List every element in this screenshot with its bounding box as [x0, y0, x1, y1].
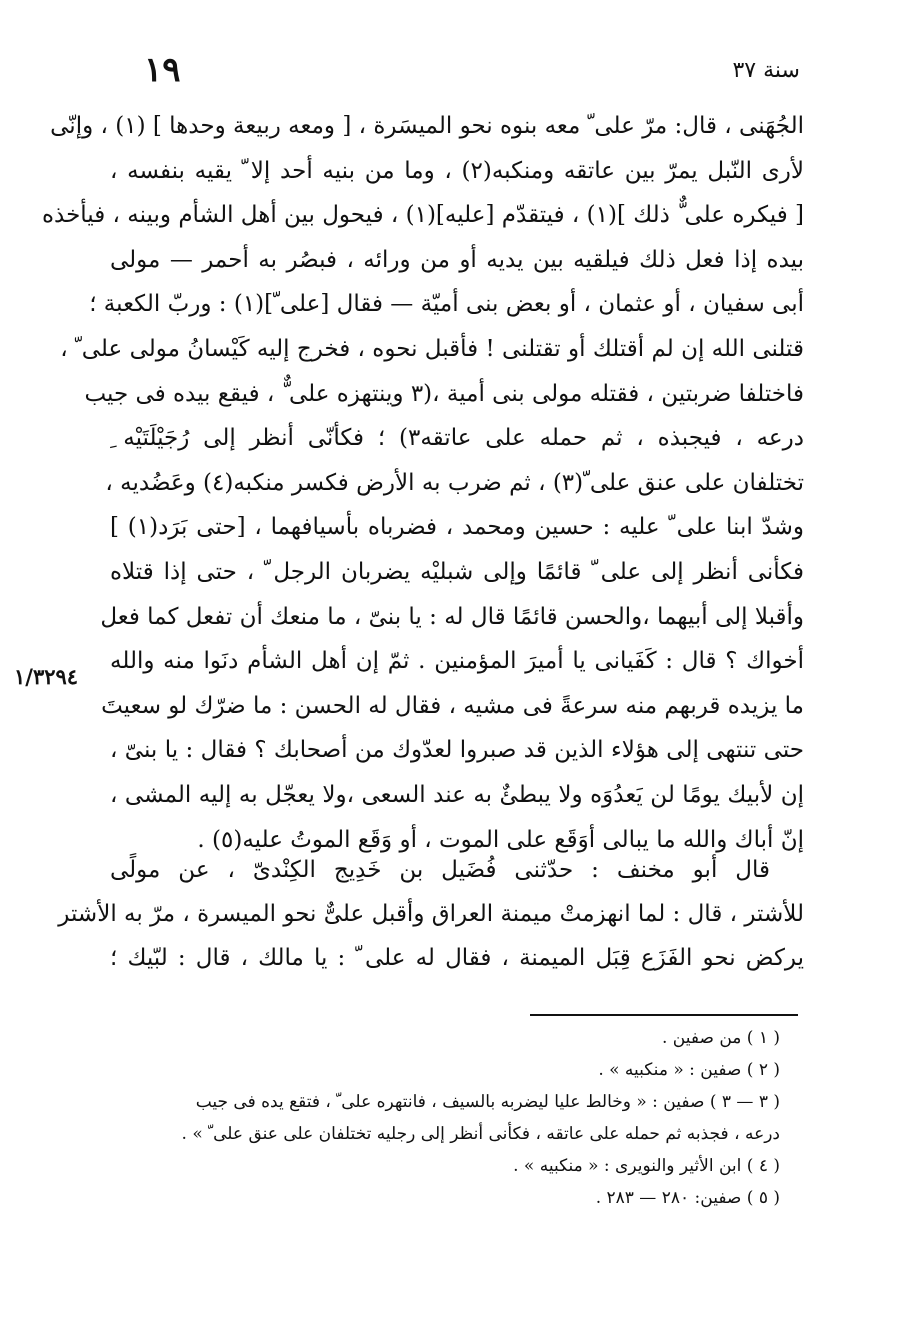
footnote-divider — [530, 1014, 798, 1016]
footnote: ( ١ ) من صفين . — [662, 1028, 780, 1048]
text-line: قال أبو مخنف : حدّثنى فُضَيل بن خَدِيج الكِنْدىّ ، عن مولًى — [110, 857, 770, 883]
text-line: فكأنى أنظر إلى على ّ قائمًا وإلى شبليْه يضربان الرجل ّ ، حتى إذا قتلاه — [110, 558, 804, 585]
text-line: إن لأبيك يومًا لن يَعدُوَه ولا يبطئٌ به عند السعى ،ولا يعجّل به إليه المشى ، — [110, 781, 804, 808]
footnote: ( ٣ — ٣ ) صفين : « وخالط عليا ليضربه بالسيف ، فانتهره على ّ ، فتقع يده فى جيب — [195, 1092, 780, 1112]
footnote-continuation: درعه ، فجذبه ثم حمله على عاتقه ، فكأنى أنظر إلى رجليه تختلفان على عنق على ّ » . — [181, 1124, 780, 1144]
running-head: سنة ٣٧ — [732, 58, 800, 83]
text-line: أخواك ؟ قال : كَفَيانى يا أميرَ المؤمنين . ثمّ إن أهل الشأم دنَوا منه والله — [110, 648, 804, 675]
text-line: ما يزيده قربهم منه سرعةً فى مشيه ، فقال له الحسن : ما ضرّك لو سعيتَ — [101, 692, 804, 719]
second-paragraph — [58, 848, 804, 980]
text-line: يركض نحو الفَزَع قِبَل الميمنة ، فقال له على ّ : يا مالك ، قال : لبّيك ؛ — [110, 945, 804, 971]
footnotes — [110, 1022, 800, 1214]
footnote: ( ٤ ) ابن الأثير والنويرى : « منكبيه » . — [513, 1156, 780, 1176]
text-line: أبى سفيان ، أو عثمان ، أو بعض بنى أميّة — فقال [على ّ](١) : وربّ الكعبة ؛ — [89, 291, 804, 318]
page-number: ١٩ — [144, 50, 181, 90]
footnote: ( ٥ ) صفين: ٢٨٠ — ٢٨٣ . — [595, 1188, 780, 1208]
footnote: ( ٢ ) صفين : « منكبيه » . — [598, 1060, 780, 1080]
text-line: لأرى النّبل يمرّ بين عاتقه ومنكبه(٢) ، وما من بنيه أحد إلا ّ يقيه بنفسه ، — [110, 157, 804, 184]
text-line: فاختلفا ضربتين ، فقتله مولى بنى أمية ،(٣ وينتهزه على ٌّ ، فيقع بيده فى جيب — [84, 380, 804, 407]
text-line: تختلفان على عنق على ّ(٣) ، ثم ضرب به الأرض فكسر منكبه(٤) وعَضُديه ، — [105, 469, 804, 496]
text-line: بيده إذا فعل ذلك فيلقيه بين يديه أو من ورائه ، فبصُر به أحمر — مولى — [110, 246, 804, 273]
text-line: الجُهَنى ، قال: مرّ على ّ معه بنوه نحو الميسَرة ، [ ومعه ربيعة وحدها ] (١) ، وإنّى — [50, 113, 804, 139]
text-line: للأشتر ، قال : لما انهزمتْ ميمنة العراق وأقبل علىٌّ نحو الميسرة ، مرّ به الأشتر — [58, 901, 804, 927]
text-line: إنّ أباك والله ما يبالى أوَقَع على الموت ، أو وَقَع الموتُ عليه(٥) . — [197, 826, 804, 853]
text-line: وشدّ ابنا على ّ عليه : حسين ومحمد ، فضرباه بأسيافهما ، [حتى بَرَد(١) ] — [110, 514, 804, 541]
page-header — [120, 50, 800, 94]
text-line: درعه ، فيجبذه ، ثم حمله على عاتقه٣) ؛ فكأنّى أنظر إلى رُجَيْلَتَيْه ِ — [110, 425, 804, 452]
text-line: [ فيكره على ٌّ ذلك ](١) ، فيتقدّم [عليه](١) ، فيحول بين أهل الشأم وبينه ، فيأخذه — [41, 202, 804, 229]
text-line: قتلنى الله إن لم أقتلك أو تقتلنى ! فأقبل نحوه ، فخرج إليه كَيْسانُ مولى على ّ ، — [60, 335, 804, 362]
text-line: حتى تنتهى إلى هؤلاء الذين قد صبروا لعدّوك من أصحابك ؟ فقال : يا بنىّ ، — [110, 737, 804, 764]
margin-reference: ١/٣٢٩٤ — [14, 664, 79, 689]
text-line: وأقبلا إلى أبيهما ،والحسن قائمًا قال له : يا بنىّ ، ما منعك أن تفعل كما فعل — [100, 603, 804, 630]
